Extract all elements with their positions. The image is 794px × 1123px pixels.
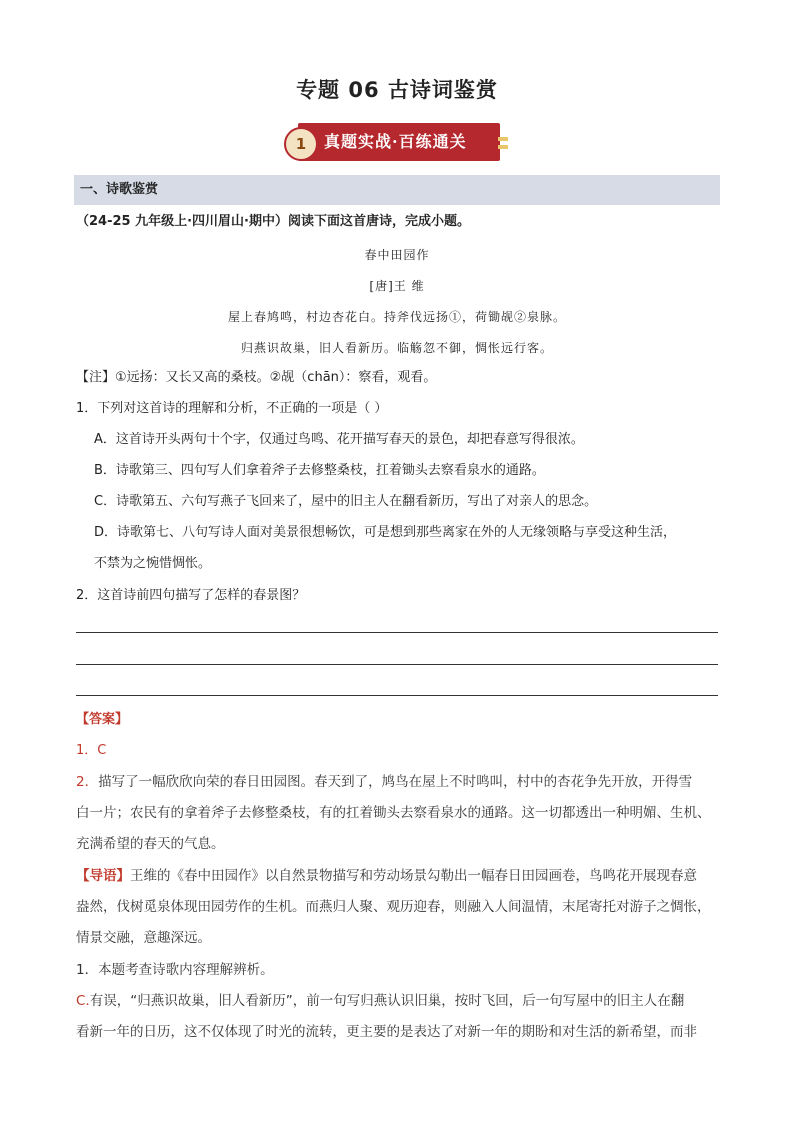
option-d: D．诗歌第七、八句写诗人面对美景很想畅饮，可是想到那些离家在外的人无缘领略与享受这种生活， [94, 525, 677, 540]
answer-2 [76, 767, 726, 860]
banner-decoration [498, 137, 508, 141]
answer-2-number: 2． [76, 774, 99, 790]
explanation-line: 有误，“归燕识故巢，旧人看新历”，前一句写归燕认识旧巢，按时飞回，后一句写屋中的旧主人在翻 [89, 993, 685, 1009]
poem-line: 归燕识故巢，旧人看新历。临觞忽不御，惆怅远行客。 [240, 341, 553, 355]
poem-title: 春中田园作 [364, 248, 430, 262]
guide-tag: 【导语】 [76, 868, 130, 884]
explanation-line: 看新一年的日历，这不仅体现了时光的流转，更主要的是表达了对新一年的期盼和对生活的新希望，而非 [76, 1024, 697, 1040]
answer-blank-line[interactable] [76, 695, 718, 696]
answer-2-line: 充满希望的春天的气息。 [76, 836, 225, 852]
explanation-c-tag: C. [76, 993, 90, 1009]
guide-line: 情景交融，意趣深远。 [76, 930, 211, 946]
option-c: C．诗歌第五、六句写燕子飞回来了，屋中的旧主人在翻看新历，写出了对亲人的思念。 [94, 494, 598, 509]
answer-heading: 【答案】 [76, 712, 129, 727]
banner-decoration [498, 145, 508, 149]
question-intro: （24-25 九年级上·四川眉山·期中）阅读下面这首唐诗，完成小题。 [76, 214, 470, 229]
explanation-1 [76, 955, 726, 1048]
question-1-stem: 1．下列对这首诗的理解和分析，不正确的一项是（ ） [76, 401, 388, 416]
guide-line: 盎然，伐树觅泉体现田园劳作的生机。而燕归人聚、观历迎春，则融入人间温情，末尾寄托对游子之惆怅， [76, 899, 711, 915]
answer-blank-line[interactable] [76, 632, 718, 633]
option-b: B．诗歌第三、四句写人们拿着斧子去修整桑枝，扛着锄头去察看泉水的通路。 [94, 463, 545, 478]
poem-author: [唐]王 维 [369, 279, 425, 293]
banner-number-badge: 1 [284, 127, 318, 161]
option-d-continued: 不禁为之惋惜惆怅。 [94, 556, 212, 571]
answer-1: 1．C [76, 743, 107, 758]
section-heading: 一、诗歌鉴赏 [74, 175, 720, 205]
guide-line: 王维的《春中田园作》以自然景物描写和劳动场景勾勒出一幅春日田园画卷，鸟鸣花开展现春意 [130, 868, 697, 884]
option-a: A．这首诗开头两句十个字，仅通过鸟鸣、花开描写春天的景色，却把春意写得很浓。 [94, 432, 584, 447]
poem-note: 【注】①远扬：又长又高的桑枝。②觇（chān）：察看，观看。 [76, 370, 437, 385]
guide-paragraph [76, 861, 726, 954]
question-2-stem: 2．这首诗前四句描写了怎样的春景图？ [76, 588, 306, 603]
poem-line: 屋上春鸠鸣，村边杏花白。持斧伐远扬①，荷锄觇②泉脉。 [227, 310, 566, 324]
section-banner [284, 123, 512, 161]
answer-2-line: 白一片；农民有的拿着斧子去修整桑枝，有的扛着锄头去察看泉水的通路。这一切都透出一种明媚、生机、 [76, 805, 711, 821]
document-title: 专题 06 古诗词鉴赏 [296, 78, 498, 102]
answer-2-line: 描写了一幅欣欣向荣的春日田园图。春天到了，鸠鸟在屋上不时鸣叫，村中的杏花争先开放，开得雪 [98, 774, 693, 790]
answer-blank-line[interactable] [76, 664, 718, 665]
explanation-line: 1．本题考查诗歌内容理解辨析。 [76, 962, 274, 978]
banner-label: 真题实战·百练通关 [324, 132, 467, 151]
